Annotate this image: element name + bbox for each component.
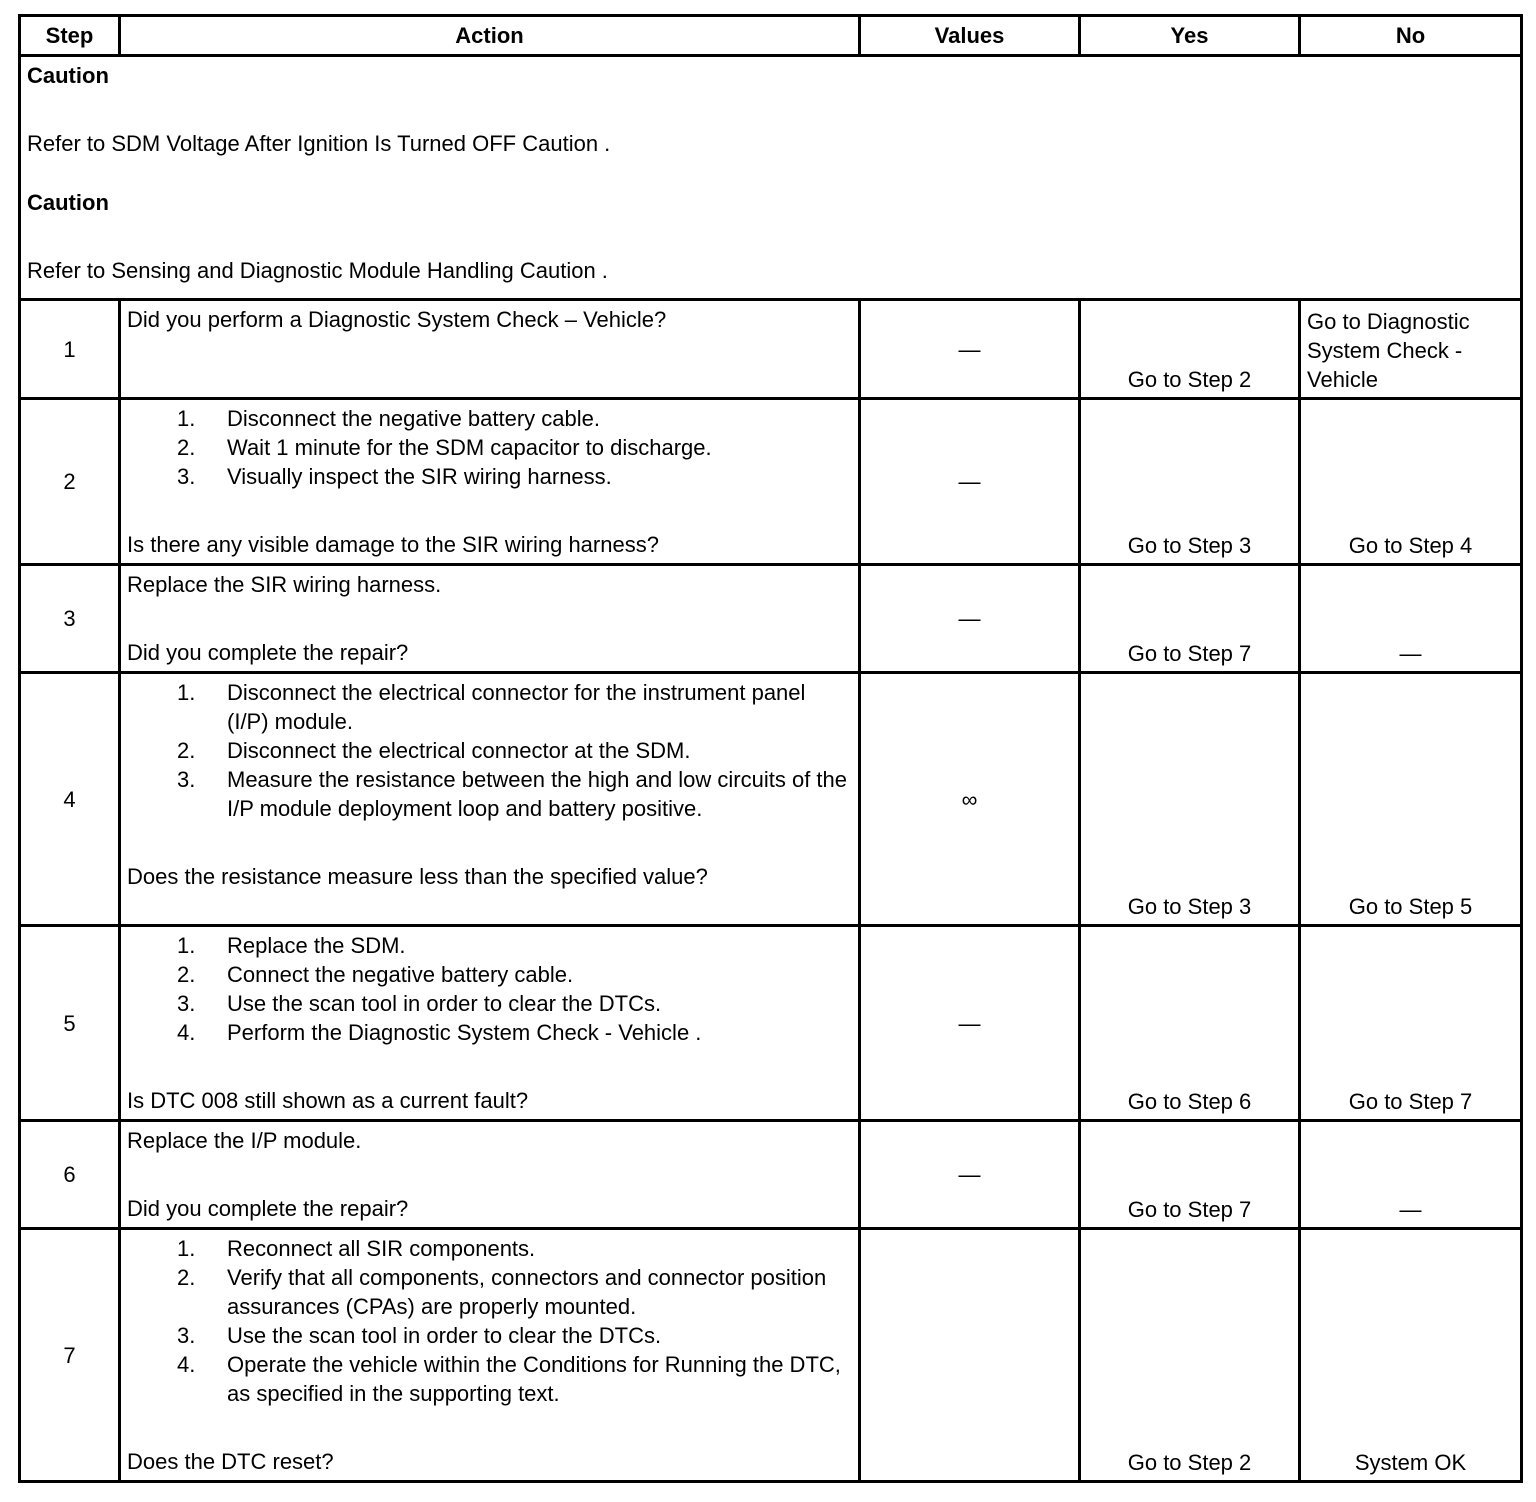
list-number: 3.	[177, 1323, 196, 1348]
values-cell	[860, 1229, 1080, 1482]
no-cell: Go to Diagnostic System Check - Vehicle	[1300, 300, 1522, 399]
action-cell	[120, 1229, 860, 1482]
yes-cell: Go to Step 7	[1080, 1121, 1300, 1229]
action-question: Did you complete the repair?	[127, 640, 409, 665]
list-number: 3.	[177, 767, 196, 792]
list-number: 2.	[177, 962, 196, 987]
action-question: Is there any visible damage to the SIR wiring harness?	[127, 532, 659, 557]
yes-cell: Go to Step 6	[1080, 926, 1300, 1121]
action-cell	[120, 300, 860, 399]
list-number: 2.	[177, 435, 196, 460]
action-question: Did you perform a Diagnostic System Check – Vehicle?	[127, 307, 667, 332]
caution-block	[27, 61, 1514, 158]
action-cell	[120, 926, 860, 1121]
spacer	[127, 599, 852, 638]
action-list-item	[127, 931, 852, 960]
action-intro: Replace the I/P module.	[127, 1128, 362, 1153]
step-number: 3	[20, 565, 120, 673]
header-action: Action	[120, 16, 860, 56]
values-cell: —	[860, 300, 1080, 399]
action-list-item	[127, 678, 852, 736]
spacer	[127, 1408, 852, 1447]
yes-cell: Go to Step 3	[1080, 399, 1300, 565]
list-text: Use the scan tool in order to clear the DTCs.	[227, 1323, 662, 1348]
step-number: 6	[20, 1121, 120, 1229]
list-text: Replace the SDM.	[227, 933, 406, 958]
yes-cell: Go to Step 7	[1080, 565, 1300, 673]
spacer	[127, 491, 852, 530]
list-number: 3.	[177, 991, 196, 1016]
list-number: 2.	[177, 1265, 196, 1290]
action-list	[127, 1234, 852, 1408]
list-number: 1.	[177, 1236, 196, 1261]
action-list-item	[127, 433, 852, 462]
no-cell: Go to Step 4	[1300, 399, 1522, 565]
caution-title: Caution	[27, 190, 109, 215]
table-row	[20, 300, 1522, 399]
list-text: Use the scan tool in order to clear the DTCs.	[227, 991, 662, 1016]
no-cell: Go to Step 5	[1300, 673, 1522, 926]
list-number: 2.	[177, 738, 196, 763]
action-list-item	[127, 960, 852, 989]
values-cell: ∞	[860, 673, 1080, 926]
action-list-item	[127, 765, 852, 823]
action-list	[127, 404, 852, 491]
table-row	[20, 1121, 1522, 1229]
action-cell	[120, 1121, 860, 1229]
list-text: Reconnect all SIR components.	[227, 1236, 536, 1261]
no-cell: Go to Step 7	[1300, 926, 1522, 1121]
action-list-item	[127, 462, 852, 491]
caution-text: Refer to SDM Voltage After Ignition Is Turned OFF Caution .	[27, 131, 611, 156]
values-cell: —	[860, 399, 1080, 565]
list-text: Connect the negative battery cable.	[227, 962, 574, 987]
spacer	[127, 1047, 852, 1086]
diagnostic-table	[18, 14, 1523, 1483]
list-text: Disconnect the electrical connector for the instrument panel (I/P) module.	[227, 680, 806, 734]
list-number: 1.	[177, 406, 196, 431]
action-list-item	[127, 1350, 852, 1408]
action-question: Does the DTC reset?	[127, 1449, 334, 1474]
action-cell	[120, 565, 860, 673]
no-cell: System OK	[1300, 1229, 1522, 1482]
step-number: 4	[20, 673, 120, 926]
step-number: 2	[20, 399, 120, 565]
caution-title: Caution	[27, 63, 109, 88]
table-row	[20, 565, 1522, 673]
no-cell: —	[1300, 1121, 1522, 1229]
table-row	[20, 399, 1522, 565]
list-text: Disconnect the negative battery cable.	[227, 406, 601, 431]
yes-cell: Go to Step 2	[1080, 1229, 1300, 1482]
caution-text: Refer to Sensing and Diagnostic Module Handling Caution .	[27, 258, 608, 283]
list-text: Verify that all components, connectors and connector position assurances (CPAs) are properly mounted.	[227, 1265, 827, 1319]
list-text: Operate the vehicle within the Conditions for Running the DTC, as specified in the supporting text.	[227, 1352, 841, 1406]
list-text: Perform the Diagnostic System Check - Vehicle .	[227, 1020, 702, 1045]
action-list	[127, 678, 852, 823]
action-list-item	[127, 1263, 852, 1321]
action-cell	[120, 399, 860, 565]
action-list-item	[127, 736, 852, 765]
action-list-item	[127, 1018, 852, 1047]
action-cell	[120, 673, 860, 926]
table-row	[20, 926, 1522, 1121]
values-cell: —	[860, 565, 1080, 673]
table-row	[20, 1229, 1522, 1482]
caution-block	[27, 188, 1514, 285]
header-values: Values	[860, 16, 1080, 56]
action-question: Does the resistance measure less than the specified value?	[127, 864, 708, 889]
list-number: 1.	[177, 933, 196, 958]
list-number: 1.	[177, 680, 196, 705]
list-number: 4.	[177, 1020, 196, 1045]
action-list-item	[127, 989, 852, 1018]
list-number: 3.	[177, 464, 196, 489]
yes-cell: Go to Step 3	[1080, 673, 1300, 926]
list-number: 4.	[177, 1352, 196, 1377]
action-list-item	[127, 404, 852, 433]
step-number: 1	[20, 300, 120, 399]
action-question: Is DTC 008 still shown as a current fault?	[127, 1088, 529, 1113]
no-cell: —	[1300, 565, 1522, 673]
values-cell: —	[860, 926, 1080, 1121]
step-number: 7	[20, 1229, 120, 1482]
header-no: No	[1300, 16, 1522, 56]
list-text: Wait 1 minute for the SDM capacitor to discharge.	[227, 435, 712, 460]
step-number: 5	[20, 926, 120, 1121]
list-text: Disconnect the electrical connector at the SDM.	[227, 738, 691, 763]
spacer	[127, 823, 852, 862]
action-list	[127, 931, 852, 1047]
list-text: Visually inspect the SIR wiring harness.	[227, 464, 612, 489]
action-intro: Replace the SIR wiring harness.	[127, 572, 442, 597]
list-text: Measure the resistance between the high and low circuits of the I/P module deployment loop and battery positive.	[227, 767, 848, 821]
yes-cell: Go to Step 2	[1080, 300, 1300, 399]
values-cell: —	[860, 1121, 1080, 1229]
action-question: Did you complete the repair?	[127, 1196, 409, 1221]
spacer	[127, 1155, 852, 1194]
caution-cell	[20, 56, 1522, 300]
header-yes: Yes	[1080, 16, 1300, 56]
header-row	[20, 16, 1522, 56]
header-step: Step	[20, 16, 120, 56]
action-list-item	[127, 1234, 852, 1263]
action-list-item	[127, 1321, 852, 1350]
table-row	[20, 673, 1522, 926]
caution-row	[20, 56, 1522, 300]
